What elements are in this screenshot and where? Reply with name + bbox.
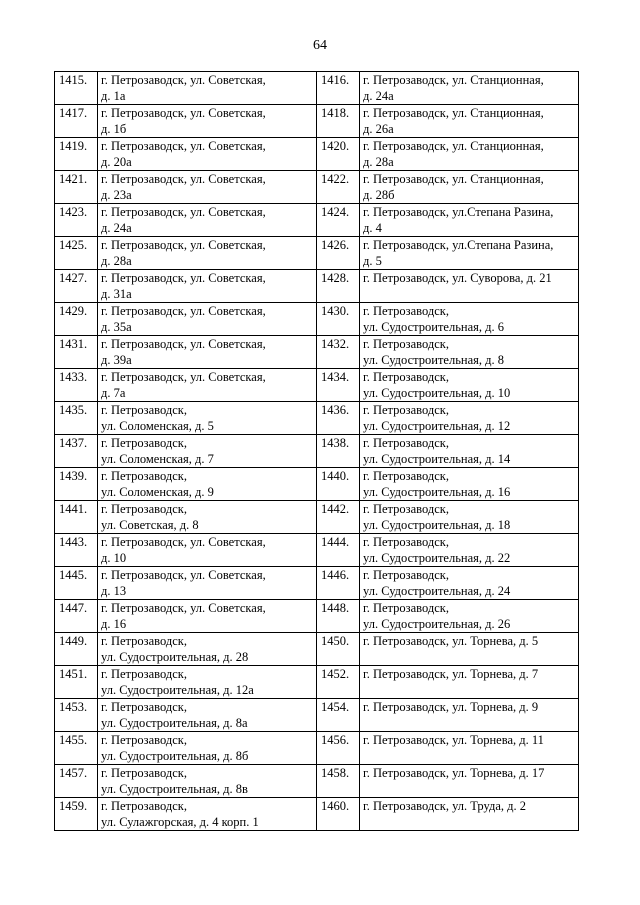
left-address-cell: г. Петрозаводск, ул. Советская, д. 24а	[98, 204, 317, 237]
right-address-cell: г. Петрозаводск, ул. Судостроительная, д. 6	[360, 303, 579, 336]
table-row	[55, 171, 579, 204]
left-address-cell: г. Петрозаводск, ул. Судостроительная, д. 8а	[98, 699, 317, 732]
table-row	[55, 666, 579, 699]
left-number-cell: 1425.	[55, 237, 98, 270]
left-number-cell: 1417.	[55, 105, 98, 138]
right-address-cell: г. Петрозаводск, ул. Судостроительная, д. 16	[360, 468, 579, 501]
right-address-cell: г. Петрозаводск, ул. Судостроительная, д. 8	[360, 336, 579, 369]
right-number-cell: 1444.	[317, 534, 360, 567]
left-number-cell: 1415.	[55, 72, 98, 105]
right-number-cell: 1442.	[317, 501, 360, 534]
left-address-cell: г. Петрозаводск, ул. Советская, д. 23а	[98, 171, 317, 204]
left-address-cell: г. Петрозаводск, ул. Соломенская, д. 7	[98, 435, 317, 468]
left-number-cell: 1443.	[55, 534, 98, 567]
left-address-cell: г. Петрозаводск, ул. Советская, д. 35а	[98, 303, 317, 336]
left-number-cell: 1423.	[55, 204, 98, 237]
table-row	[55, 534, 579, 567]
right-number-cell: 1436.	[317, 402, 360, 435]
right-number-cell: 1424.	[317, 204, 360, 237]
left-address-cell: г. Петрозаводск, ул. Советская, д. 13	[98, 567, 317, 600]
left-address-cell: г. Петрозаводск, ул. Советская, д. 8	[98, 501, 317, 534]
table-row	[55, 138, 579, 171]
right-address-cell: г. Петрозаводск, ул. Судостроительная, д. 12	[360, 402, 579, 435]
table-row	[55, 633, 579, 666]
left-number-cell: 1419.	[55, 138, 98, 171]
right-number-cell: 1448.	[317, 600, 360, 633]
right-address-cell: г. Петрозаводск, ул. Судостроительная, д. 10	[360, 369, 579, 402]
left-number-cell: 1431.	[55, 336, 98, 369]
right-number-cell: 1416.	[317, 72, 360, 105]
left-number-cell: 1457.	[55, 765, 98, 798]
right-number-cell: 1452.	[317, 666, 360, 699]
left-number-cell: 1441.	[55, 501, 98, 534]
right-number-cell: 1422.	[317, 171, 360, 204]
table-row	[55, 303, 579, 336]
right-address-cell: г. Петрозаводск, ул. Судостроительная, д. 26	[360, 600, 579, 633]
right-address-cell: г. Петрозаводск, ул. Труда, д. 2	[360, 798, 579, 831]
table-row	[55, 336, 579, 369]
right-number-cell: 1440.	[317, 468, 360, 501]
table-row	[55, 237, 579, 270]
table-row	[55, 798, 579, 831]
left-number-cell: 1453.	[55, 699, 98, 732]
left-number-cell: 1427.	[55, 270, 98, 303]
right-address-cell: г. Петрозаводск, ул. Торнева, д. 7	[360, 666, 579, 699]
left-number-cell: 1447.	[55, 600, 98, 633]
right-address-cell: г. Петрозаводск, ул. Торнева, д. 5	[360, 633, 579, 666]
address-table	[54, 71, 579, 831]
right-number-cell: 1434.	[317, 369, 360, 402]
right-address-cell: г. Петрозаводск, ул. Судостроительная, д. 18	[360, 501, 579, 534]
left-address-cell: г. Петрозаводск, ул. Советская, д. 31а	[98, 270, 317, 303]
right-address-cell: г. Петрозаводск, ул. Торнева, д. 9	[360, 699, 579, 732]
left-address-cell: г. Петрозаводск, ул. Судостроительная, д. 12а	[98, 666, 317, 699]
left-address-cell: г. Петрозаводск, ул. Соломенская, д. 9	[98, 468, 317, 501]
left-address-cell: г. Петрозаводск, ул. Советская, д. 28а	[98, 237, 317, 270]
table-row	[55, 204, 579, 237]
left-number-cell: 1439.	[55, 468, 98, 501]
table-row	[55, 402, 579, 435]
right-address-cell: г. Петрозаводск, ул. Торнева, д. 17	[360, 765, 579, 798]
right-address-cell: г. Петрозаводск, ул. Суворова, д. 21	[360, 270, 579, 303]
right-address-cell: г. Петрозаводск, ул. Судостроительная, д. 24	[360, 567, 579, 600]
left-number-cell: 1435.	[55, 402, 98, 435]
left-address-cell: г. Петрозаводск, ул. Судостроительная, д. 8б	[98, 732, 317, 765]
left-address-cell: г. Петрозаводск, ул. Советская, д. 7а	[98, 369, 317, 402]
left-address-cell: г. Петрозаводск, ул. Советская, д. 20а	[98, 138, 317, 171]
right-address-cell: г. Петрозаводск, ул. Торнева, д. 11	[360, 732, 579, 765]
right-address-cell: г. Петрозаводск, ул. Станционная, д. 28б	[360, 171, 579, 204]
table-row	[55, 435, 579, 468]
right-number-cell: 1430.	[317, 303, 360, 336]
right-address-cell: г. Петрозаводск, ул. Судостроительная, д. 14	[360, 435, 579, 468]
table-row	[55, 699, 579, 732]
right-number-cell: 1428.	[317, 270, 360, 303]
right-address-cell: г. Петрозаводск, ул. Судостроительная, д. 22	[360, 534, 579, 567]
left-number-cell: 1455.	[55, 732, 98, 765]
left-address-cell: г. Петрозаводск, ул. Судостроительная, д. 28	[98, 633, 317, 666]
page-number: 64	[313, 38, 327, 53]
left-address-cell: г. Петрозаводск, ул. Сулажгорская, д. 4 корп. 1	[98, 798, 317, 831]
left-number-cell: 1459.	[55, 798, 98, 831]
right-number-cell: 1450.	[317, 633, 360, 666]
right-address-cell: г. Петрозаводск, ул. Станционная, д. 26а	[360, 105, 579, 138]
left-address-cell: г. Петрозаводск, ул. Советская, д. 10	[98, 534, 317, 567]
left-number-cell: 1429.	[55, 303, 98, 336]
right-address-cell: г. Петрозаводск, ул.Степана Разина, д. 4	[360, 204, 579, 237]
right-number-cell: 1438.	[317, 435, 360, 468]
left-number-cell: 1433.	[55, 369, 98, 402]
left-number-cell: 1437.	[55, 435, 98, 468]
table-row	[55, 567, 579, 600]
left-address-cell: г. Петрозаводск, ул. Советская, д. 39а	[98, 336, 317, 369]
right-number-cell: 1456.	[317, 732, 360, 765]
right-address-cell: г. Петрозаводск, ул.Степана Разина, д. 5	[360, 237, 579, 270]
table-row	[55, 600, 579, 633]
left-number-cell: 1421.	[55, 171, 98, 204]
right-number-cell: 1420.	[317, 138, 360, 171]
right-number-cell: 1432.	[317, 336, 360, 369]
right-address-cell: г. Петрозаводск, ул. Станционная, д. 28а	[360, 138, 579, 171]
left-number-cell: 1449.	[55, 633, 98, 666]
table-row	[55, 501, 579, 534]
right-number-cell: 1458.	[317, 765, 360, 798]
left-number-cell: 1445.	[55, 567, 98, 600]
table-row	[55, 72, 579, 105]
table-row	[55, 270, 579, 303]
left-address-cell: г. Петрозаводск, ул. Советская, д. 16	[98, 600, 317, 633]
left-address-cell: г. Петрозаводск, ул. Советская, д. 1б	[98, 105, 317, 138]
left-number-cell: 1451.	[55, 666, 98, 699]
table-row	[55, 105, 579, 138]
right-number-cell: 1454.	[317, 699, 360, 732]
table-row	[55, 468, 579, 501]
table-row	[55, 765, 579, 798]
table-row	[55, 369, 579, 402]
right-number-cell: 1418.	[317, 105, 360, 138]
right-address-cell: г. Петрозаводск, ул. Станционная, д. 24а	[360, 72, 579, 105]
left-address-cell: г. Петрозаводск, ул. Советская, д. 1а	[98, 72, 317, 105]
left-address-cell: г. Петрозаводск, ул. Судостроительная, д. 8в	[98, 765, 317, 798]
right-number-cell: 1460.	[317, 798, 360, 831]
right-number-cell: 1446.	[317, 567, 360, 600]
right-number-cell: 1426.	[317, 237, 360, 270]
left-address-cell: г. Петрозаводск, ул. Соломенская, д. 5	[98, 402, 317, 435]
address-table-body	[55, 72, 579, 831]
table-row	[55, 732, 579, 765]
